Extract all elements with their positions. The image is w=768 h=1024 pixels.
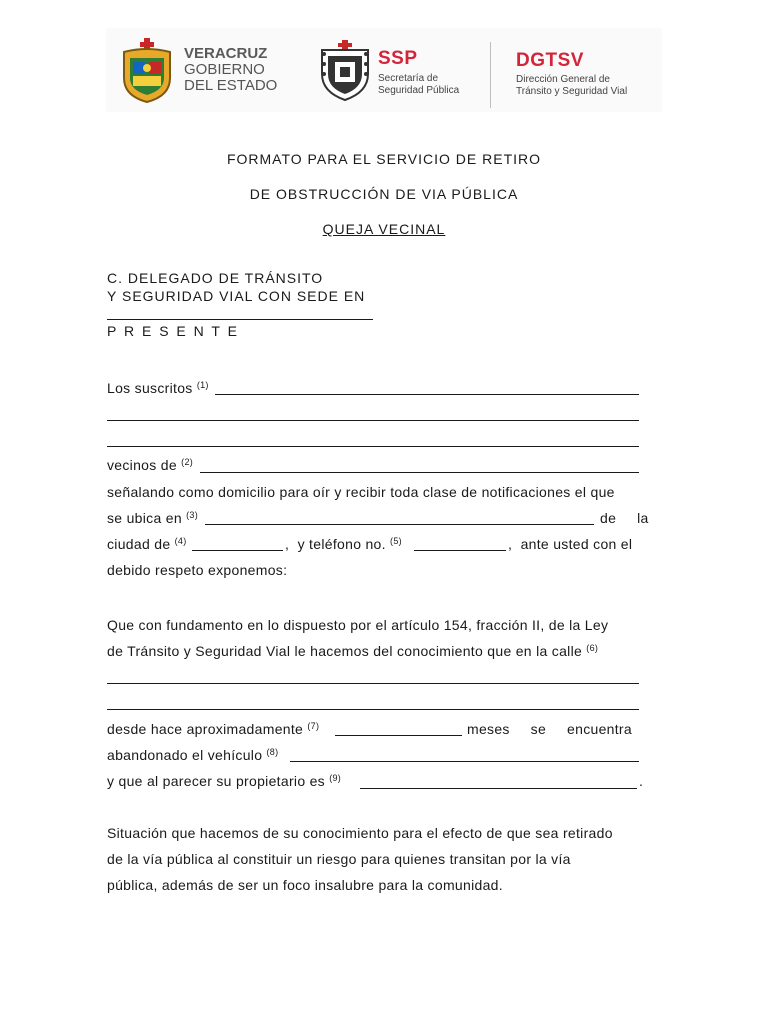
vecinos-text: vecinos de (107, 457, 177, 473)
meses-blank[interactable] (335, 735, 462, 736)
veracruz-line-2: GOBIERNO (184, 61, 265, 78)
telefono-label (285, 536, 402, 552)
note-6: (6) (586, 643, 599, 653)
ssp-subtitle-line-2: Seguridad Pública (378, 85, 460, 96)
ssp-subtitle (378, 73, 459, 97)
vehiculo-blank[interactable] (290, 761, 639, 762)
note-5: (5) (390, 536, 402, 546)
ciudad-blank[interactable] (192, 550, 283, 551)
p3-line-2: de la vía pública al constituir un riesgo para quienes transitan por la vía (107, 851, 571, 867)
suscritos-text: Los suscritos (107, 380, 193, 396)
dgtsv-title: DGTSV (516, 50, 584, 71)
desde-text: desde hace aproximadamente (107, 721, 304, 737)
note-8: (8) (266, 747, 279, 757)
p2-line-1: Que con fundamento en lo dispuesto por el artículo 154, fracción II, de la Ley (107, 617, 609, 633)
propietario-blank[interactable] (360, 788, 637, 789)
veracruz-line-3: DEL ESTADO (184, 77, 278, 94)
telefono-blank[interactable] (414, 550, 506, 551)
header-divider (490, 42, 491, 108)
note-4: (4) (174, 536, 187, 546)
dgtsv-subtitle (516, 74, 627, 98)
dgtsv-subtitle-line-2: Tránsito y Seguridad Vial (516, 86, 628, 97)
form-subtitle: QUEJA VECINAL (322, 221, 446, 237)
addressee-line-2: Y SEGURIDAD VIAL CON SEDE EN (107, 288, 366, 304)
ciudad-text: ciudad de (107, 536, 171, 552)
calle-blank-1[interactable] (107, 683, 639, 684)
addressee-line-1: C. DELEGADO DE TRÁNSITO (107, 270, 324, 286)
propietario-label (107, 773, 341, 789)
note-9: (9) (329, 773, 342, 783)
presente-label: P R E S E N T E (107, 323, 239, 339)
vecinos-blank[interactable] (200, 472, 639, 473)
ubica-blank[interactable] (205, 524, 594, 525)
p3-line-3: pública, además de ser un foco insalubre para la comunidad. (107, 877, 503, 893)
ubica-text: se ubica en (107, 510, 182, 526)
dgtsv-subtitle-line-1: Dirección General de (516, 74, 610, 85)
suscritos-blank-2[interactable] (107, 420, 639, 421)
desde-label (107, 721, 319, 737)
ubica-label (107, 510, 198, 526)
note-7: (7) (307, 721, 320, 731)
domicilio-line: señalando como domicilio para oír y recibir toda clase de notificaciones el que (107, 484, 615, 500)
veracruz-line-1: VERACRUZ (184, 45, 268, 62)
note-3: (3) (186, 510, 199, 520)
veracruz-coat-of-arms-icon (118, 38, 176, 104)
form-title-line-1: FORMATO PARA EL SERVICIO DE RETIRO (226, 151, 542, 167)
p2-line-2: de Tránsito y Seguridad Vial le hacemos del conocimiento que en la calle (107, 643, 583, 659)
ante-text: , ante usted con el (508, 536, 633, 552)
suscritos-blank-1[interactable] (215, 394, 639, 395)
ssp-shield-icon (318, 40, 372, 102)
form-title-line-2: DE OBSTRUCCIÓN DE VIA PÚBLICA (249, 186, 519, 202)
p2-line-2-label (107, 643, 598, 659)
calle-blank-2[interactable] (107, 709, 639, 710)
ssp-subtitle-line-1: Secretaría de (378, 73, 439, 84)
ssp-title: SSP (378, 48, 418, 69)
telefono-text: , y teléfono no. (285, 536, 386, 552)
de-la-text: de la (600, 510, 649, 526)
p3-line-1: Situación que hacemos de su conocimiento para el efecto de que sea retirado (107, 825, 613, 841)
ciudad-label (107, 536, 187, 552)
veracruz-wordmark (184, 46, 277, 94)
propietario-text: y que al parecer su propietario es (107, 773, 325, 789)
propietario-period: . (639, 773, 644, 789)
suscritos-blank-3[interactable] (107, 446, 639, 447)
vehiculo-label (107, 747, 278, 763)
vecinos-label (107, 457, 193, 473)
note-1: (1) (196, 380, 209, 390)
debido-line: debido respeto exponemos: (107, 562, 288, 578)
suscritos-label (107, 380, 209, 396)
note-2: (2) (181, 457, 194, 467)
vehiculo-text: abandonado el vehículo (107, 747, 263, 763)
meses-text: meses se encuentra (467, 721, 632, 737)
sede-blank[interactable] (107, 319, 373, 320)
